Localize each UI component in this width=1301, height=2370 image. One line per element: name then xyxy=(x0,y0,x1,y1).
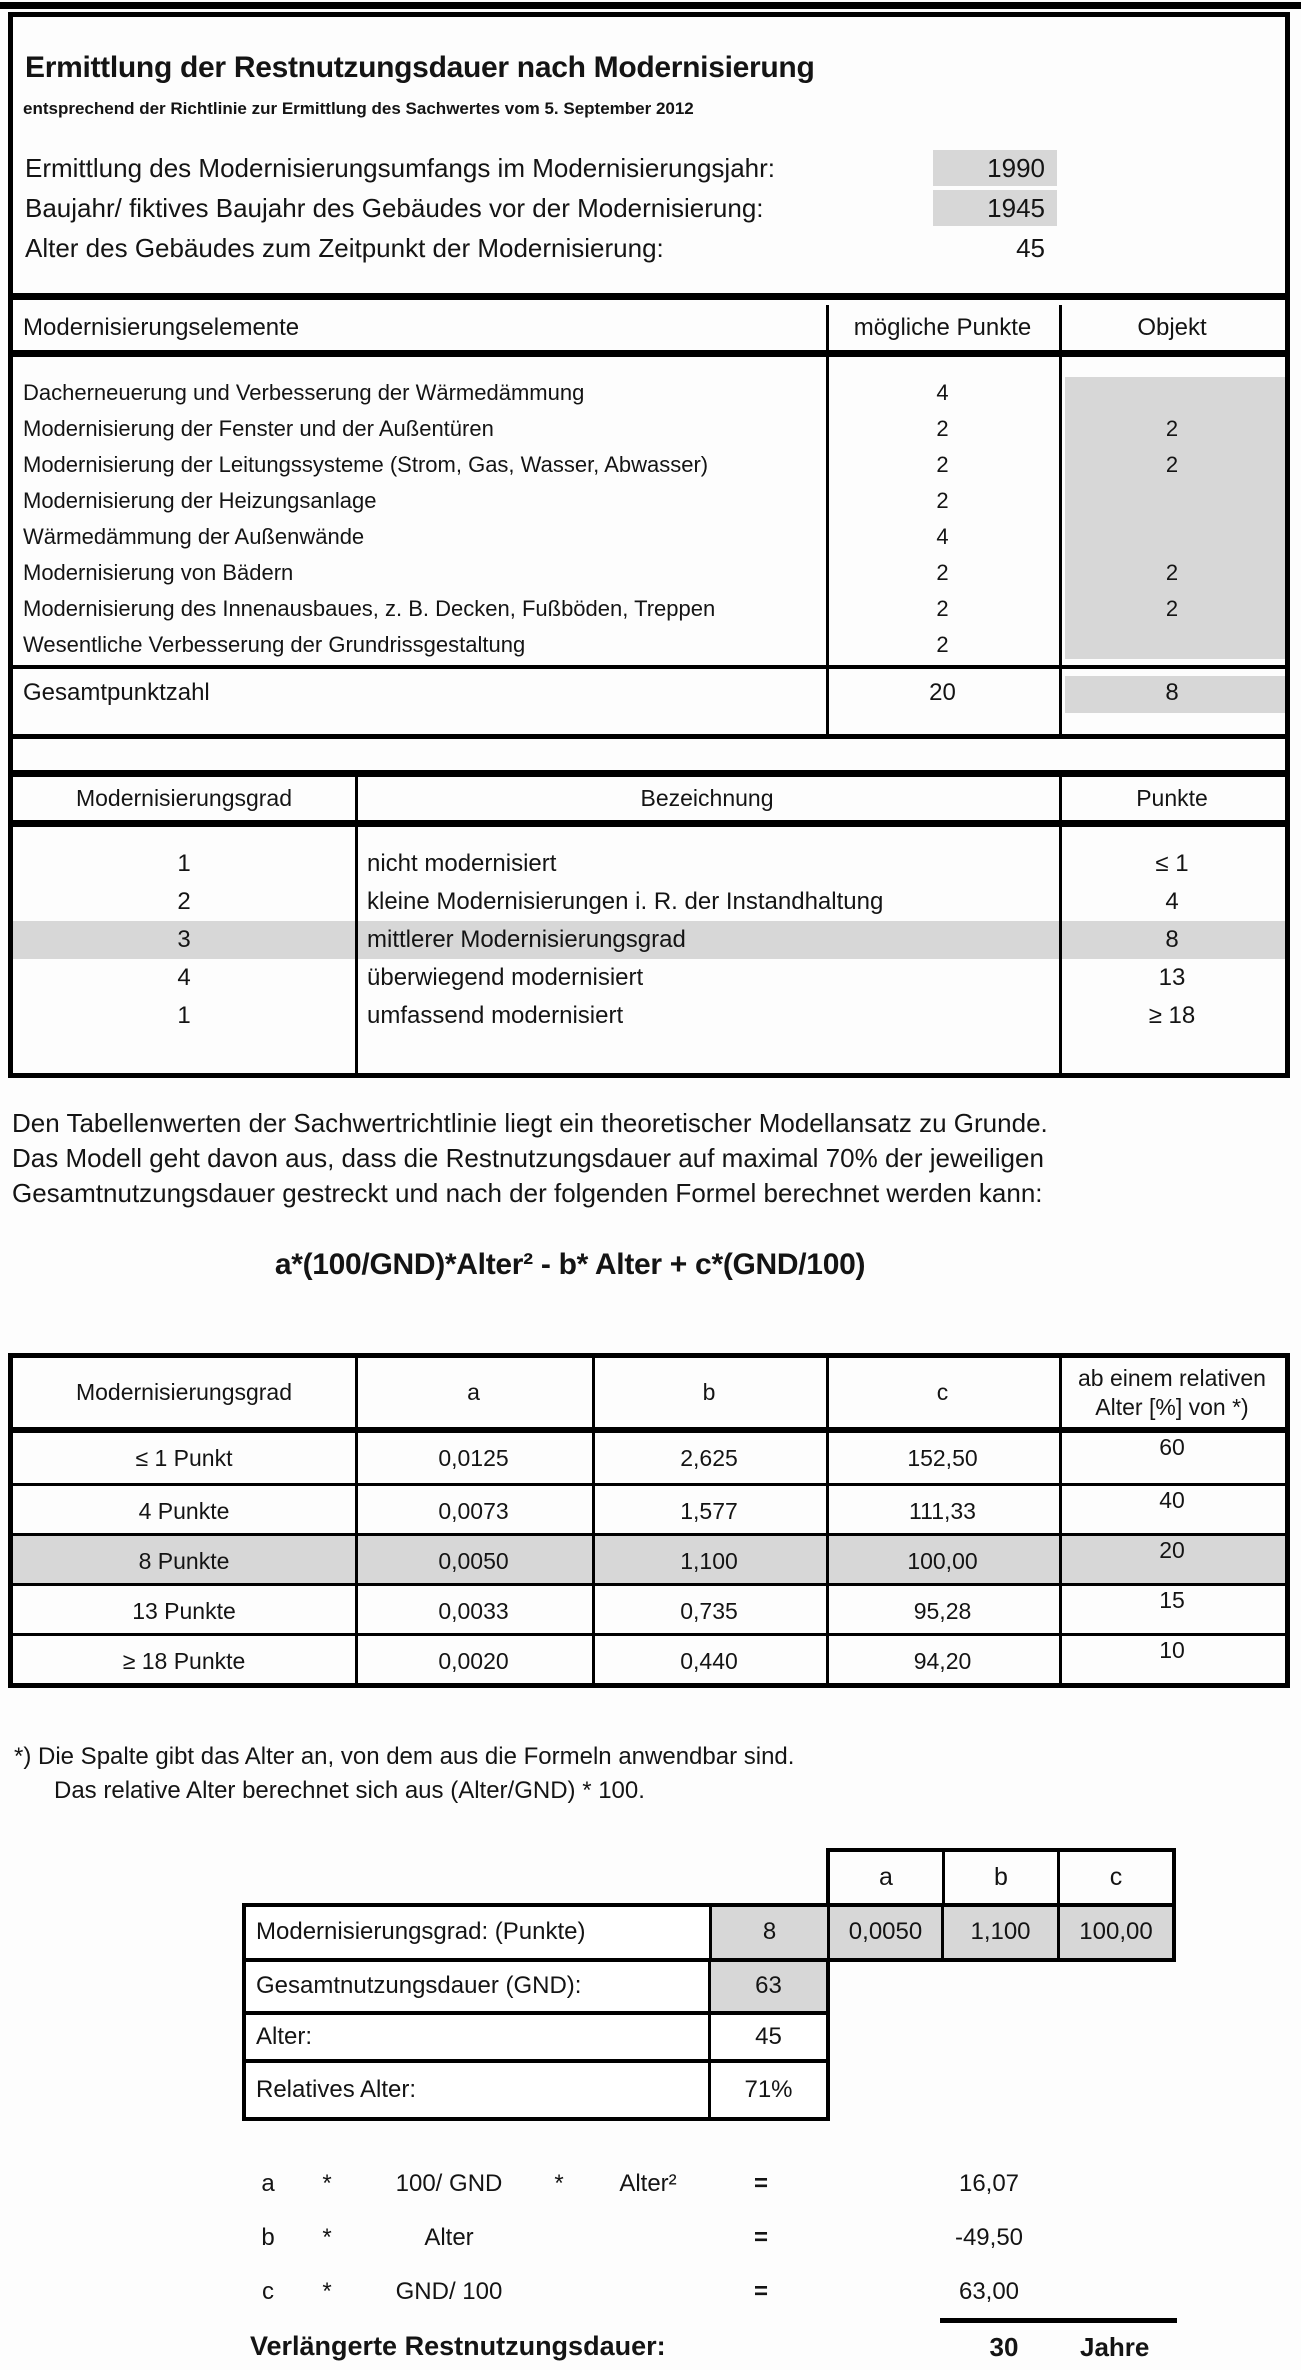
grad-value: ≥ 18 Punkte xyxy=(122,1648,246,1674)
header-a: a xyxy=(467,1379,480,1405)
element-label: Modernisierung von Bädern xyxy=(23,560,294,585)
table-row xyxy=(13,1483,1285,1533)
bezeichnung-value: überwiegend modernisiert xyxy=(367,964,644,991)
input-row-modernisierungsjahr xyxy=(13,150,1285,188)
calc-row-gnd xyxy=(242,1958,830,2015)
table-row xyxy=(13,627,1285,663)
objekt-value[interactable]: 2 xyxy=(1165,452,1179,477)
table-row xyxy=(13,591,1285,627)
gnd-input-cell[interactable]: 63 xyxy=(708,1962,826,2011)
bezeichnung-value: nicht modernisiert xyxy=(367,850,557,877)
table-row xyxy=(13,483,1285,519)
a-value: 0,0033 xyxy=(438,1598,509,1624)
c-value: 100,00 xyxy=(907,1548,978,1574)
a-value: 0,0020 xyxy=(438,1648,509,1674)
model-description-line: Das Modell geht davon aus, dass die Restnutzungsdauer auf maximal 70% der jeweiligen xyxy=(12,1143,1044,1173)
objekt-value[interactable]: 2 xyxy=(1165,560,1179,585)
grad-value: 4 xyxy=(177,964,191,991)
table-row-highlighted xyxy=(13,921,1285,959)
column-divider xyxy=(592,1358,595,1683)
sum-rule xyxy=(940,2318,1177,2323)
c-value: 94,20 xyxy=(913,1648,972,1674)
grad-value: 13 Punkte xyxy=(132,1598,236,1624)
page-title: Ermittlung der Restnutzungsdauer nach Modernisierung xyxy=(25,51,815,84)
term-result: 63,00 xyxy=(958,2278,1020,2305)
result-label: Verlängerte Restnutzungsdauer: xyxy=(250,2331,666,2361)
c-value: 111,33 xyxy=(909,1498,976,1524)
objekt-value[interactable]: 2 xyxy=(1165,416,1179,441)
punkte-value: 4 xyxy=(936,524,949,549)
punkte-value: 2 xyxy=(936,488,949,513)
b-value: 1,100 xyxy=(680,1548,738,1574)
term-var: b xyxy=(261,2224,275,2251)
punkte-value: 8 xyxy=(1165,926,1179,953)
term-var: a xyxy=(261,2170,275,2197)
alter-cell: 45 xyxy=(1016,233,1045,263)
coef-b-cell: 1,100 xyxy=(941,1907,1057,1958)
element-label: Modernisierung der Heizungsanlage xyxy=(23,488,377,513)
calc-label: Relatives Alter: xyxy=(256,2076,417,2103)
header-elemente: Modernisierungselemente xyxy=(23,313,300,341)
term-1: Alter xyxy=(424,2224,474,2251)
punkte-value: 2 xyxy=(936,416,949,441)
footnote xyxy=(14,1740,794,1808)
grad-value: ≤ 1 Punkt xyxy=(135,1445,233,1471)
multiply-sign: * xyxy=(554,2170,564,2197)
model-description-line: Den Tabellenwerten der Sachwertrichtlinie liegt ein theoretischer Modellansatz zu Grunde. xyxy=(12,1108,1048,1138)
equals-sign: = xyxy=(753,2224,768,2251)
grad-value: 8 Punkte xyxy=(138,1548,230,1574)
element-label: Wesentliche Verbesserung der Grundrissgestaltung xyxy=(23,632,526,657)
table-row-highlighted xyxy=(13,1533,1285,1583)
coefficient-table-header xyxy=(13,1358,1285,1433)
punkte-value: 13 xyxy=(1158,964,1186,991)
header-moegliche-punkte: mögliche Punkte xyxy=(853,313,1032,341)
a-value: 0,0125 xyxy=(438,1445,509,1471)
page-subtitle: entsprechend der Richtlinie zur Ermittlung des Sachwertes vom 5. September 2012 xyxy=(23,99,694,118)
header-relatives-alter-line2: Alter [%] von *) xyxy=(1095,1393,1249,1420)
bezeichnung-value: umfassend modernisiert xyxy=(367,1002,624,1029)
alter-value: 15 xyxy=(1159,1587,1185,1613)
punkte-value: 2 xyxy=(936,632,949,657)
bezeichnung-value: mittlerer Modernisierungsgrad xyxy=(367,926,686,953)
column-divider xyxy=(1059,305,1062,734)
a-value: 0,0050 xyxy=(438,1548,509,1574)
grad-value: 1 xyxy=(177,1002,191,1029)
input-row-alter xyxy=(13,230,1285,268)
input-row-baujahr xyxy=(13,190,1285,228)
column-divider xyxy=(1059,777,1062,1073)
table-row xyxy=(13,519,1285,555)
bezeichnung-value: kleine Modernisierungen i. R. der Instandhaltung xyxy=(367,888,884,915)
title-section xyxy=(13,17,1285,300)
multiply-sign: * xyxy=(322,2170,332,2197)
b-value: 0,440 xyxy=(680,1648,738,1674)
input-label: Alter des Gebäudes zum Zeitpunkt der Modernisierung: xyxy=(25,233,664,263)
relatives-alter-cell: 71% xyxy=(708,2063,826,2117)
punkte-value: 2 xyxy=(936,560,949,585)
input-label: Baujahr/ fiktives Baujahr des Gebäudes vor der Modernisierung: xyxy=(25,193,764,223)
elements-table xyxy=(13,305,1285,739)
grad-value: 4 Punkte xyxy=(138,1498,230,1524)
punkte-value: 4 xyxy=(936,380,949,405)
objekt-value[interactable] xyxy=(1059,627,1285,663)
b-value: 0,735 xyxy=(680,1598,738,1624)
header-punkte: Punkte xyxy=(1136,785,1208,811)
element-label: Dacherneuerung und Verbesserung der Wärmedämmung xyxy=(23,380,585,405)
term-1: GND/ 100 xyxy=(395,2278,503,2305)
equals-sign: = xyxy=(753,2278,768,2305)
column-divider xyxy=(355,1358,358,1683)
header-objekt: Objekt xyxy=(1137,313,1207,341)
a-value: 0,0073 xyxy=(438,1498,509,1524)
grade-table xyxy=(13,770,1285,1073)
multiply-sign: * xyxy=(322,2224,332,2251)
header-c: c xyxy=(936,1379,949,1405)
b-value: 1,577 xyxy=(680,1498,738,1524)
header-bezeichnung: Bezeichnung xyxy=(640,785,774,811)
column-divider xyxy=(826,305,829,734)
result-value: 30 xyxy=(989,2332,1019,2362)
total-punkte: 20 xyxy=(929,678,956,706)
abc-header-c: c xyxy=(1057,1852,1172,1903)
grad-value: 2 xyxy=(177,888,191,915)
table-row xyxy=(13,411,1285,447)
calc-row-alter xyxy=(242,2011,830,2063)
footnote-line1: *) Die Spalte gibt das Alter an, von dem aus die Formeln anwendbar sind. xyxy=(14,1743,795,1770)
grad-value: 3 xyxy=(177,926,191,953)
input-label: Ermittlung des Modernisierungsumfangs im Modernisierungsjahr: xyxy=(25,153,776,183)
footnote-line2: Das relative Alter berechnet sich aus (Alter/GND) * 100. xyxy=(54,1777,645,1804)
calc-row-relatives-alter xyxy=(242,2059,830,2121)
alter-value: 10 xyxy=(1159,1637,1185,1663)
term-2: Alter² xyxy=(619,2170,677,2197)
c-value: 95,28 xyxy=(913,1598,972,1624)
baujahr-cell[interactable]: 1945 xyxy=(933,190,1057,226)
table-row xyxy=(13,1433,1285,1483)
element-label: Modernisierung der Leitungssysteme (Strom, Gas, Wasser, Abwasser) xyxy=(23,452,709,477)
abc-header-a: a xyxy=(879,1863,893,1891)
main-frame xyxy=(8,12,1290,1078)
alter-value-cell: 45 xyxy=(708,2015,826,2059)
table-row xyxy=(13,1583,1285,1633)
table-row xyxy=(13,555,1285,591)
punkte-input-cell[interactable]: 8 xyxy=(709,1907,827,1958)
header-b: b xyxy=(702,1379,716,1405)
elements-table-body xyxy=(13,357,1285,665)
grad-value: 1 xyxy=(177,850,191,877)
alter-value: 40 xyxy=(1159,1487,1185,1513)
header-relatives-alter xyxy=(1059,1364,1285,1422)
column-divider xyxy=(1059,1358,1062,1683)
equals-sign: = xyxy=(753,2170,768,2197)
term-result: -49,50 xyxy=(954,2224,1024,2251)
model-description-line: Gesamtnutzungsdauer gestreckt und nach der folgenden Formel berechnet werden kann: xyxy=(12,1178,1043,1208)
calc-row-modernisierungsgrad xyxy=(242,1903,1176,1962)
objekt-value[interactable] xyxy=(1059,519,1285,555)
header-modernisierungsgrad: Modernisierungsgrad xyxy=(75,1379,293,1405)
grade-table-header xyxy=(13,777,1285,827)
coef-c-cell: 100,00 xyxy=(1057,1907,1172,1958)
table-row xyxy=(13,375,1285,411)
grade-table-body xyxy=(13,827,1285,1035)
abc-header-row xyxy=(826,1848,1176,1907)
element-label: Modernisierung der Fenster und der Außentüren xyxy=(23,416,494,441)
total-objekt[interactable]: 8 xyxy=(1165,678,1179,706)
column-divider xyxy=(826,1358,829,1683)
term-1: 100/ GND xyxy=(395,2170,503,2197)
objekt-value[interactable] xyxy=(1059,375,1285,411)
scan-edge-bar xyxy=(0,2,1301,9)
b-value: 2,625 xyxy=(680,1445,738,1471)
element-label: Wärmedämmung der Außenwände xyxy=(23,524,365,549)
punkte-value: 2 xyxy=(936,452,949,477)
c-value: 152,50 xyxy=(907,1445,978,1471)
table-row xyxy=(13,959,1285,997)
total-label: Gesamtpunktzahl xyxy=(23,678,210,706)
total-row xyxy=(13,665,1285,716)
table-row xyxy=(13,447,1285,483)
calc-label: Gesamtnutzungsdauer (GND): xyxy=(256,1972,582,1999)
coef-a-cell: 0,0050 xyxy=(827,1907,941,1958)
alter-value: 60 xyxy=(1159,1434,1185,1460)
term-result: 16,07 xyxy=(958,2170,1020,2197)
calc-label: Alter: xyxy=(256,2023,313,2050)
element-label: Modernisierung des Innenausbaues, z. B. Decken, Fußböden, Treppen xyxy=(23,596,716,621)
model-formula: a*(100/GND)*Alter² - b* Alter + c*(GND/100) xyxy=(274,1248,866,1281)
punkte-value: ≤ 1 xyxy=(1155,850,1189,877)
objekt-value[interactable]: 2 xyxy=(1165,596,1179,621)
header-relatives-alter-line1: ab einem relativen xyxy=(1078,1364,1266,1391)
calc-label: Modernisierungsgrad: (Punkte) xyxy=(256,1918,586,1945)
punkte-value: 2 xyxy=(936,596,949,621)
table-row xyxy=(13,997,1285,1035)
objekt-value[interactable] xyxy=(1059,483,1285,519)
model-description xyxy=(12,1106,1297,1211)
table-row xyxy=(13,883,1285,921)
multiply-sign: * xyxy=(322,2278,332,2305)
alter-value: 20 xyxy=(1159,1537,1185,1563)
elements-table-header xyxy=(13,305,1285,357)
punkte-value: 4 xyxy=(1165,888,1179,915)
term-var: c xyxy=(262,2278,274,2305)
abc-header-b: b xyxy=(942,1852,1057,1903)
punkte-value: ≥ 18 xyxy=(1148,1002,1196,1029)
result-unit: Jahre xyxy=(1080,2332,1150,2362)
header-modernisierungsgrad: Modernisierungsgrad xyxy=(75,785,293,811)
table-row xyxy=(13,1633,1285,1683)
table-row xyxy=(13,845,1285,883)
coefficient-table xyxy=(8,1353,1290,1688)
modernisierungsjahr-cell[interactable]: 1990 xyxy=(933,150,1057,186)
column-divider xyxy=(355,777,358,1073)
